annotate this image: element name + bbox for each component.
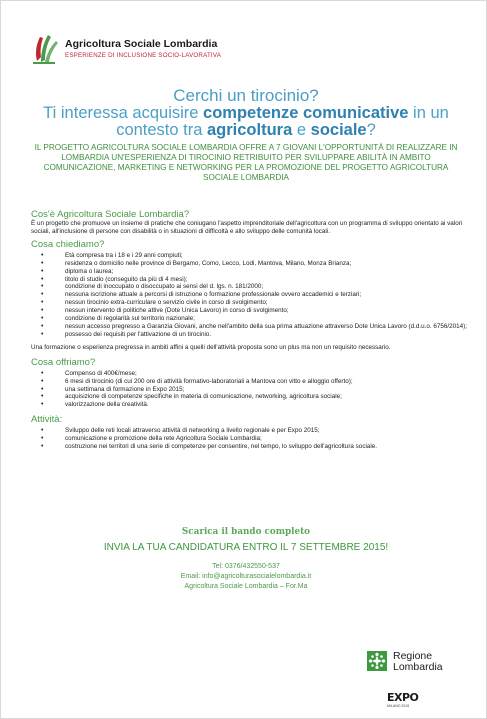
section-text: È un progetto che promuove un insieme di pratiche che coniugano l'aspetto imprenditoriale dell'agricoltura con un programma di sviluppo orientato ai valori sociali, all'inclusione di persone con disabilità o in situazioni di difficoltà e allo sviluppo delle comunità locali. bbox=[31, 220, 463, 235]
requirements-note: Una formazione o esperienza pregressa in ambiti affini a quelli dell'attività proposta sono un plus ma non un requisito necessario. bbox=[31, 343, 391, 351]
section-offer bbox=[31, 357, 467, 410]
section-about bbox=[31, 209, 467, 236]
section-title: Cosa chiediamo? bbox=[31, 238, 105, 250]
contacts bbox=[31, 562, 461, 591]
list-item: • nessun tirocinio extra-curriculare o servizio civile in corso di svolgimento; bbox=[65, 299, 467, 307]
phone-text: Tel: 0376/432550-537 bbox=[212, 563, 280, 570]
section-title: Attività: bbox=[31, 414, 63, 426]
list-item: • nessuna iscrizione attuale a percorsi di istruzione o formazione professionale ovvero accademici e terziari; bbox=[65, 291, 467, 299]
section-title: Cosa offriamo? bbox=[31, 356, 96, 368]
organization-text: Agricoltura Sociale Lombardia – For.Ma bbox=[184, 582, 308, 590]
offer-list bbox=[31, 370, 467, 410]
list-item: • titolo di studio (conseguito da più di 4 mesi); bbox=[65, 276, 467, 284]
activities-list bbox=[31, 427, 467, 451]
list-item: • nessun intervento di politiche attive (Dote Unica Lavoro) in corso di svolgimento; bbox=[65, 307, 467, 315]
regione-lombardia-logo bbox=[367, 649, 467, 675]
list-item: • acquisizione di competenze specifiche in materia di comunicazione, networking, agricoltura sociale; bbox=[65, 393, 467, 401]
list-item: • nessun accesso pregresso a Garanzia Giovani, anche nell'ambito della sua prima attuazione attraverso Dote Unica Lavoro (d.d.u.o. 6756/2014); bbox=[65, 323, 467, 331]
list-item: • valorizzazione della creatività. bbox=[65, 401, 467, 409]
rosa-camuna-icon bbox=[367, 651, 387, 671]
headline-part: ? bbox=[366, 121, 376, 139]
main-content bbox=[31, 209, 467, 451]
headline-question: Cerchi un tirocinio? bbox=[173, 86, 319, 105]
expo-logo bbox=[387, 691, 437, 713]
headline-highlight: sociale bbox=[310, 121, 367, 139]
region-name-line: Lombardia bbox=[393, 660, 443, 673]
deadline-text: INVIA LA TUA CANDIDATURA ENTRO IL 7 SETTEMBRE 2015! bbox=[103, 542, 389, 553]
list-item: • costruzione nei territori di una serie di competenze per consentire, nel tempo, lo sviluppo dell'agricoltura sociale. bbox=[65, 443, 467, 451]
list-item: • 6 mesi di tirocinio (di cui 200 ore di attività formativo-laboratoriali a Mantova con vitto e alloggio offerto); bbox=[65, 378, 467, 386]
list-item: • Sviluppo delle reti locali attraverso attività di networking a livello regionale e per Expo 2015; bbox=[65, 427, 467, 435]
list-item: • comunicazione e promozione della rete Agricoltura Sociale Lombardia; bbox=[65, 435, 467, 443]
list-item: • diploma o laurea; bbox=[65, 268, 467, 276]
section-activities bbox=[31, 414, 467, 451]
list-item: • condizione di inoccupato o disoccupato ai sensi del d. lgs. n. 181/2000; bbox=[65, 283, 467, 291]
region-name bbox=[393, 651, 443, 672]
section-title: Cos'è Agricoltura Sociale Lombardia? bbox=[31, 209, 190, 220]
list-item: • condizione di regolarità sul territorio nazionale; bbox=[65, 315, 467, 323]
headline-text bbox=[43, 104, 449, 139]
headline-highlight: agricoltura bbox=[207, 121, 293, 139]
headline-part: in un bbox=[408, 104, 449, 122]
intro-paragraph: IL PROGETTO AGRICOLTURA SOCIALE LOMBARDIA OFFRE A 7 GIOVANI L'OPPORTUNITÀ DI REALIZZARE IN LOMBARDIA UN'ESPERIENZA DI TIROCINIO RETRIBUITO PER SVILUPPARE ABILITÀ IN AMBITO COMUNICAZIONE, MARKETING E NETWORKING PER LA PROMOZIONE DEL PROGETTO AGRICOLTURA SOCIALE LOMBARDIA bbox=[34, 143, 458, 182]
headline-highlight: competenze comunicative bbox=[203, 104, 409, 122]
hands-logo-icon bbox=[31, 31, 59, 65]
list-item: • Compenso di 400€/mese; bbox=[65, 370, 467, 378]
list-item: • residenza o domicilio nelle province di Bergamo, Como, Lecco, Lodi, Mantova, Milano, Monza Brianza; bbox=[65, 260, 467, 268]
headline-part: Ti interessa acquisire bbox=[43, 104, 204, 122]
expo-subtitle: MILANO 2015 bbox=[387, 704, 410, 708]
headline bbox=[31, 87, 461, 139]
call-to-action bbox=[31, 526, 461, 554]
section-requirements bbox=[31, 239, 467, 352]
headline-part: contesto tra bbox=[116, 121, 207, 139]
expo-wordmark: EXPO bbox=[387, 691, 419, 704]
brand-tagline: ESPERIENZE DI INCLUSIONE SOCIO-LAVORATIVA bbox=[65, 52, 222, 59]
email-link[interactable]: Email: info@agricolturasocialelombardia.it bbox=[180, 572, 312, 580]
region-name-line: Regione bbox=[393, 650, 433, 662]
list-item: • possesso dei requisiti per l'attivazione di un tirocinio. bbox=[65, 331, 467, 339]
list-item: • una settimana di formazione in Expo 2015; bbox=[65, 386, 467, 394]
list-item: • Età compresa tra i 18 e i 29 anni compiuti; bbox=[65, 252, 467, 260]
brand-name: Agricoltura Sociale Lombardia bbox=[65, 38, 218, 50]
requirements-list bbox=[31, 252, 467, 339]
download-link[interactable]: Scarica il bando completo bbox=[181, 527, 311, 537]
brand-header bbox=[31, 31, 281, 67]
headline-part: e bbox=[292, 121, 311, 139]
